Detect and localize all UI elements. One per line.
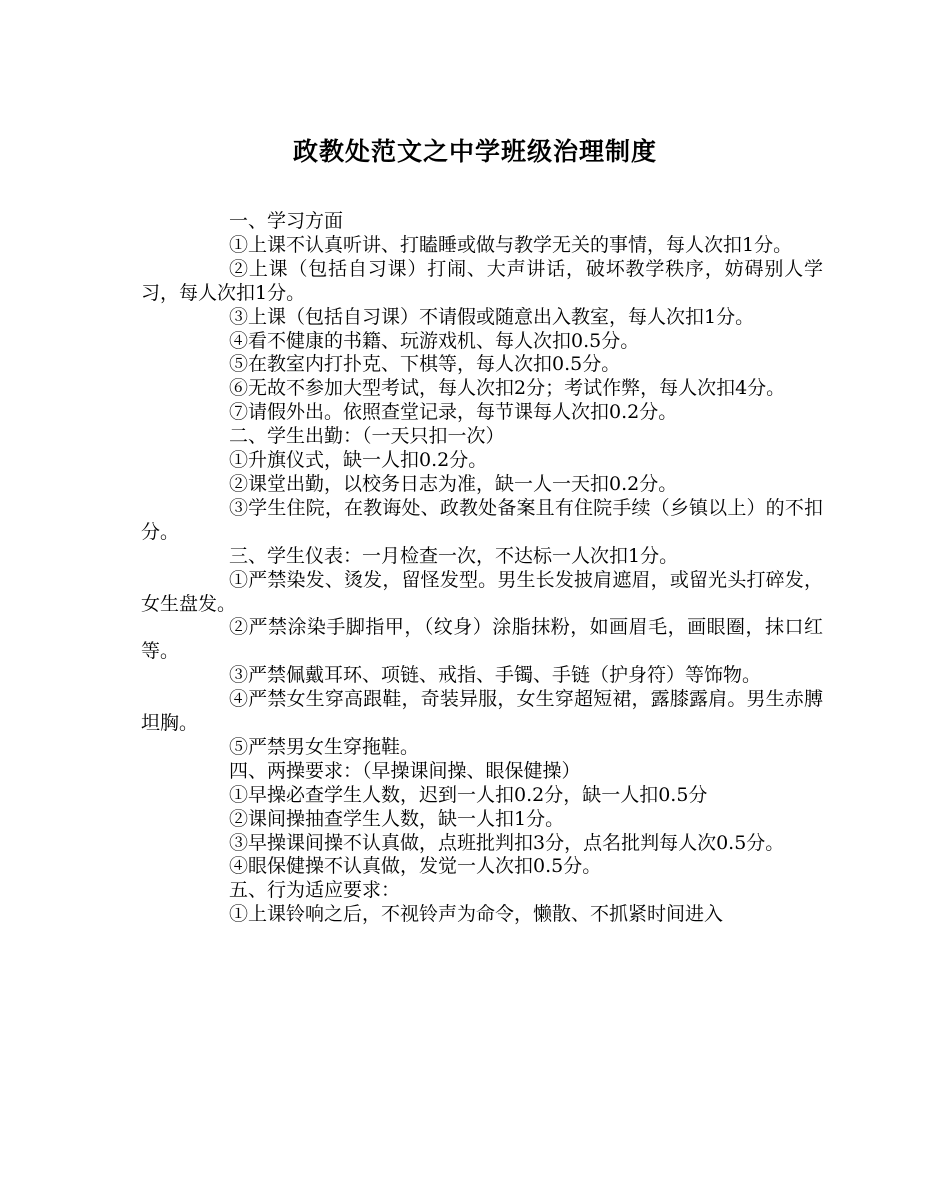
- paragraph: ⑦请假外出。依照查堂记录，每节课每人次扣0.2分。: [229, 401, 678, 424]
- paragraph: ④眼保健操不认真做，发觉一人次扣0.5分。: [229, 855, 602, 878]
- paragraph: ③严禁佩戴耳环、项链、戒指、手镯、手链（护身符）等饰物。: [229, 664, 762, 687]
- section-heading-appearance: 三、学生仪表：一月检查一次，不达标一人次扣1分。: [229, 544, 679, 567]
- paragraph: ①上课不认真听讲、打瞌睡或做与教学无关的事情，每人次扣1分。: [229, 233, 793, 256]
- paragraph: ④严禁女生穿高跟鞋，奇装异服，女生穿超短裙，露膝露肩。男生赤膊坦胸。: [141, 688, 823, 735]
- paragraph: ④看不健康的书籍、玩游戏机、每人次扣0.5分。: [229, 329, 640, 352]
- paragraph: ①严禁染发、烫发，留怪发型。男生长发披肩遮眉，或留光头打碎发，女生盘发。: [141, 568, 823, 615]
- paragraph: ⑤严禁男女生穿拖鞋。: [229, 735, 420, 758]
- paragraph: ②课间操抽查学生人数，缺一人扣1分。: [229, 807, 565, 830]
- paragraph: ②严禁涂染手脚指甲，（纹身）涂脂抹粉，如画眉毛，画眼圈，抹口红等。: [141, 616, 823, 663]
- section-heading-exercises: 四、两操要求：（早操课间操、眼保健操）: [229, 759, 581, 782]
- section-heading-behavior: 五、行为适应要求：: [229, 879, 401, 902]
- paragraph: ⑤在教室内打扑克、下棋等，每人次扣0.5分。: [229, 353, 621, 376]
- section-heading-study: 一、学习方面: [229, 210, 344, 232]
- paragraph: ①上课铃响之后，不视铃声为命令，懒散、不抓紧时间进入: [229, 903, 724, 926]
- paragraph: ②上课（包括自习课）打闹、大声讲话，破坏教学秩序，妨碍别人学习，每人次扣1分。: [141, 257, 823, 304]
- paragraph: ①早操必查学生人数，迟到一人扣0.2分，缺一人扣0.5分: [229, 783, 708, 806]
- paragraph: ③早操课间操不认真做，点班批判扣3分，点名批判每人次0.5分。: [229, 831, 785, 854]
- paragraph: ②课堂出勤，以校务日志为准，缺一人一天扣0.2分。: [229, 472, 678, 495]
- section-heading-attendance: 二、学生出勤：（一天只扣一次）: [229, 425, 505, 448]
- paragraph: ③学生住院，在教诲处、政教处备案且有住院手续（乡镇以上）的不扣分。: [141, 496, 823, 543]
- document-title: 政教处范文之中学班级治理制度: [292, 137, 657, 166]
- paragraph: ①升旗仪式，缺一人扣0.2分。: [229, 449, 488, 472]
- document-body: [141, 210, 823, 927]
- paragraph: ⑥无故不参加大型考试，每人次扣2分；考试作弊，每人次扣4分。: [229, 377, 786, 400]
- paragraph: ③上课（包括自习课）不请假或随意出入教室，每人次扣1分。: [229, 305, 755, 328]
